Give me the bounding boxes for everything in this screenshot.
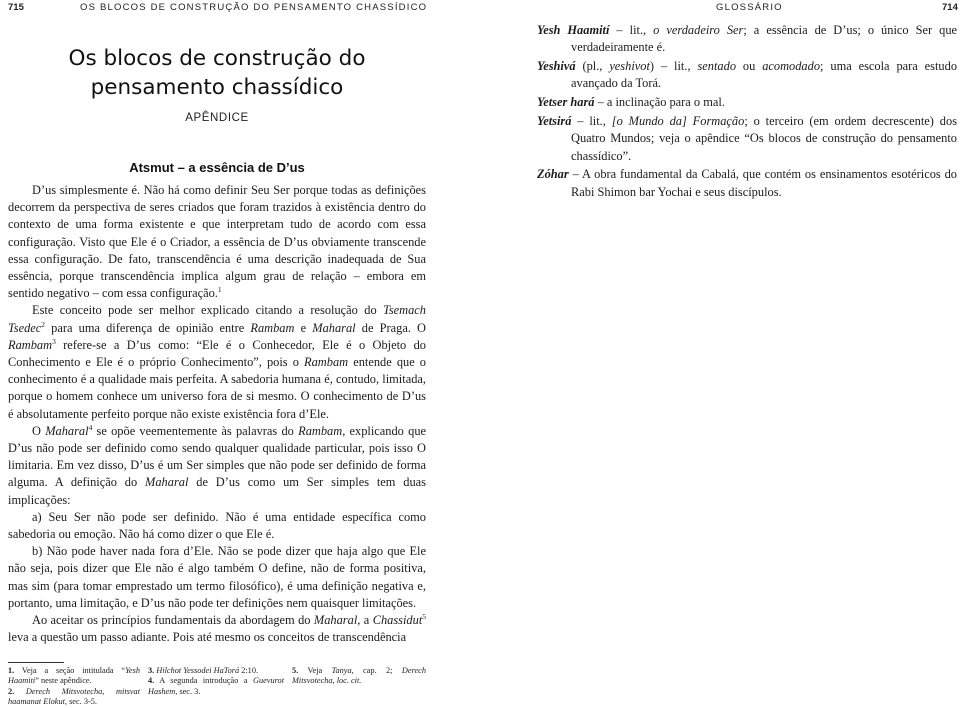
footnote-5: 5. Veja Tanya, cap. 2; Derech Mitsvotecha, loc. cit.: [292, 666, 426, 686]
body-text: [8, 182, 426, 646]
glossary-entry: Zóhar – A obra fundamental da Cabalá, que contém os ensinamentos esotéricos do Rabi Shimon bar Yochai e seus discípulos.: [537, 167, 957, 199]
chapter-title: Os blocos de construção do pensamento chassídico: [68, 46, 366, 100]
footnote-3: 3. Hilchot Yessodei HaTorá 2:10.: [148, 666, 259, 675]
glossary-term: Yesh Haamití: [537, 23, 610, 37]
footnote-ref[interactable]: 2: [41, 319, 46, 329]
footnote-ref[interactable]: 1: [217, 285, 222, 295]
section-heading: Atsmut – a essência de D’us: [129, 160, 305, 175]
chapter-subtitle: APÊNDICE: [185, 112, 249, 124]
glossary-entry: Yetser hará – a inclinação para o mal.: [537, 95, 725, 110]
paragraph: Ao aceitar os princípios fundamentais da abordagem do Maharal, a Chassidut$^5$ leva a questão um passo adiante. Pois até mesmo os conceitos de transcendência: [8, 611, 427, 645]
footnote-ref[interactable]: 4: [88, 422, 93, 432]
right-page-number: 714: [942, 2, 958, 13]
glossary-entry: Yetsirá – lit., [o Mundo da] Formação; o terceiro (em ordem decrescente) dos Quatro Mundos; veja o apêndice “Os blocos de construção do pensamento chassídico”.: [537, 113, 958, 163]
paragraph: a) Seu Ser não pode ser definido. Não é uma entidade específica como sabedoria ou emoção. Não há como dizer o que Ele é.: [8, 509, 426, 542]
left-page-number: 715: [8, 2, 24, 13]
paragraph: D’us simplesmente é. Não há como definir Seu Ser porque todas as definições decorrem da perspectiva de seres criados que foram trazidos à existência dentro do contexto de uma forma existente e que interpretam tudo de acordo com essa configuração. Visto que Ele é o Criador, a essência de D’us obviamente transcende essa configuração. De fato, transcendência é uma descrição inadequada de Sua essência, porque transcendência implica algum grau de relação – embora em sentido negativo – com essa configuração.$^1$: [8, 183, 426, 301]
glossary-term: Yeshivá: [537, 59, 576, 74]
footnote-4: 4. A segunda introdução a Guevurot Hashem, sec. 3.: [148, 676, 284, 696]
paragraph: O Maharal$^4$ se opõe veementemente às palavras do Rambam, explicando que D’us não pode ser definido como sendo qualquer qualidade particular, pois isso O limitaria. Em vez disso, D’us é um Ser simples que não pode ser definido de forma alguma. A definição do Maharal de D’us como um Ser simples tem duas implicações:: [8, 422, 427, 507]
footnote-ref[interactable]: 5: [422, 611, 427, 621]
footnote-column: [292, 666, 426, 687]
paragraph: b) Não pode haver nada fora d’Ele. Não se pode dizer que haja algo que Ele não seja, pois dizer que Ele não é algo também O define, não de forma positiva, mas sim (para tomar emprestado um termo filosófico), é uma definição negativa e, portanto, uma limitação, e D’us não pode ter definições nem quaisquer limitações.: [8, 544, 426, 610]
footnote-1: 1. Veja a seção intitulada “Yesh Haamiti” neste apêndice.: [8, 666, 140, 686]
glossary-entry: Yeshivá (pl., yeshivot) – lit., sentado ou acomodado; uma escola para estudo avançado da Torá.: [537, 59, 958, 91]
glossary-term: Yetser hará: [537, 95, 595, 110]
glossary-term: Zóhar: [537, 167, 569, 182]
footnote-divider: [8, 662, 64, 663]
right-running-head: GLOSSÁRIO: [716, 2, 783, 13]
left-running-head: OS BLOCOS DE CONSTRUÇÃO DO PENSAMENTO CHASSÍDICO: [80, 2, 428, 13]
footnote-column: [148, 666, 284, 697]
footnote-ref[interactable]: 3: [52, 336, 56, 346]
paragraph: Este conceito pode ser melhor explicado citando a resolução do Tsemach Tsedec$^2$ para uma diferença de opinião entre Rambam e Maharal de Praga. O Rambam$^3$ refere-se a D’us como: “Ele é o Conhecedor, Ele é o Objeto do Conhecimento e Ele é o próprio Conhecimento”, pois o Rambam entende que o conhecimento é a qualidade mais perfeita. A sabedoria humana é, contudo, limitada, porque o homem conhece um universo fora de si mesmo. O conhecimento de D’us é absolutamente perfeito porque não existe existência fora d’Ele.: [8, 303, 427, 421]
footnote-2: 2. Derech Mitsvotecha, mitsvat haamanat Elokut, sec. 3-5.: [8, 686, 140, 707]
glossary-entry: Yesh Haamití – lit., o verdadeiro Ser; a essência de D’us; o único Ser que verdadeiramente é.: [537, 23, 958, 55]
glossary-list: [537, 22, 957, 202]
footnote-column: [8, 666, 140, 708]
glossary-term: Yetsirá: [537, 113, 572, 128]
